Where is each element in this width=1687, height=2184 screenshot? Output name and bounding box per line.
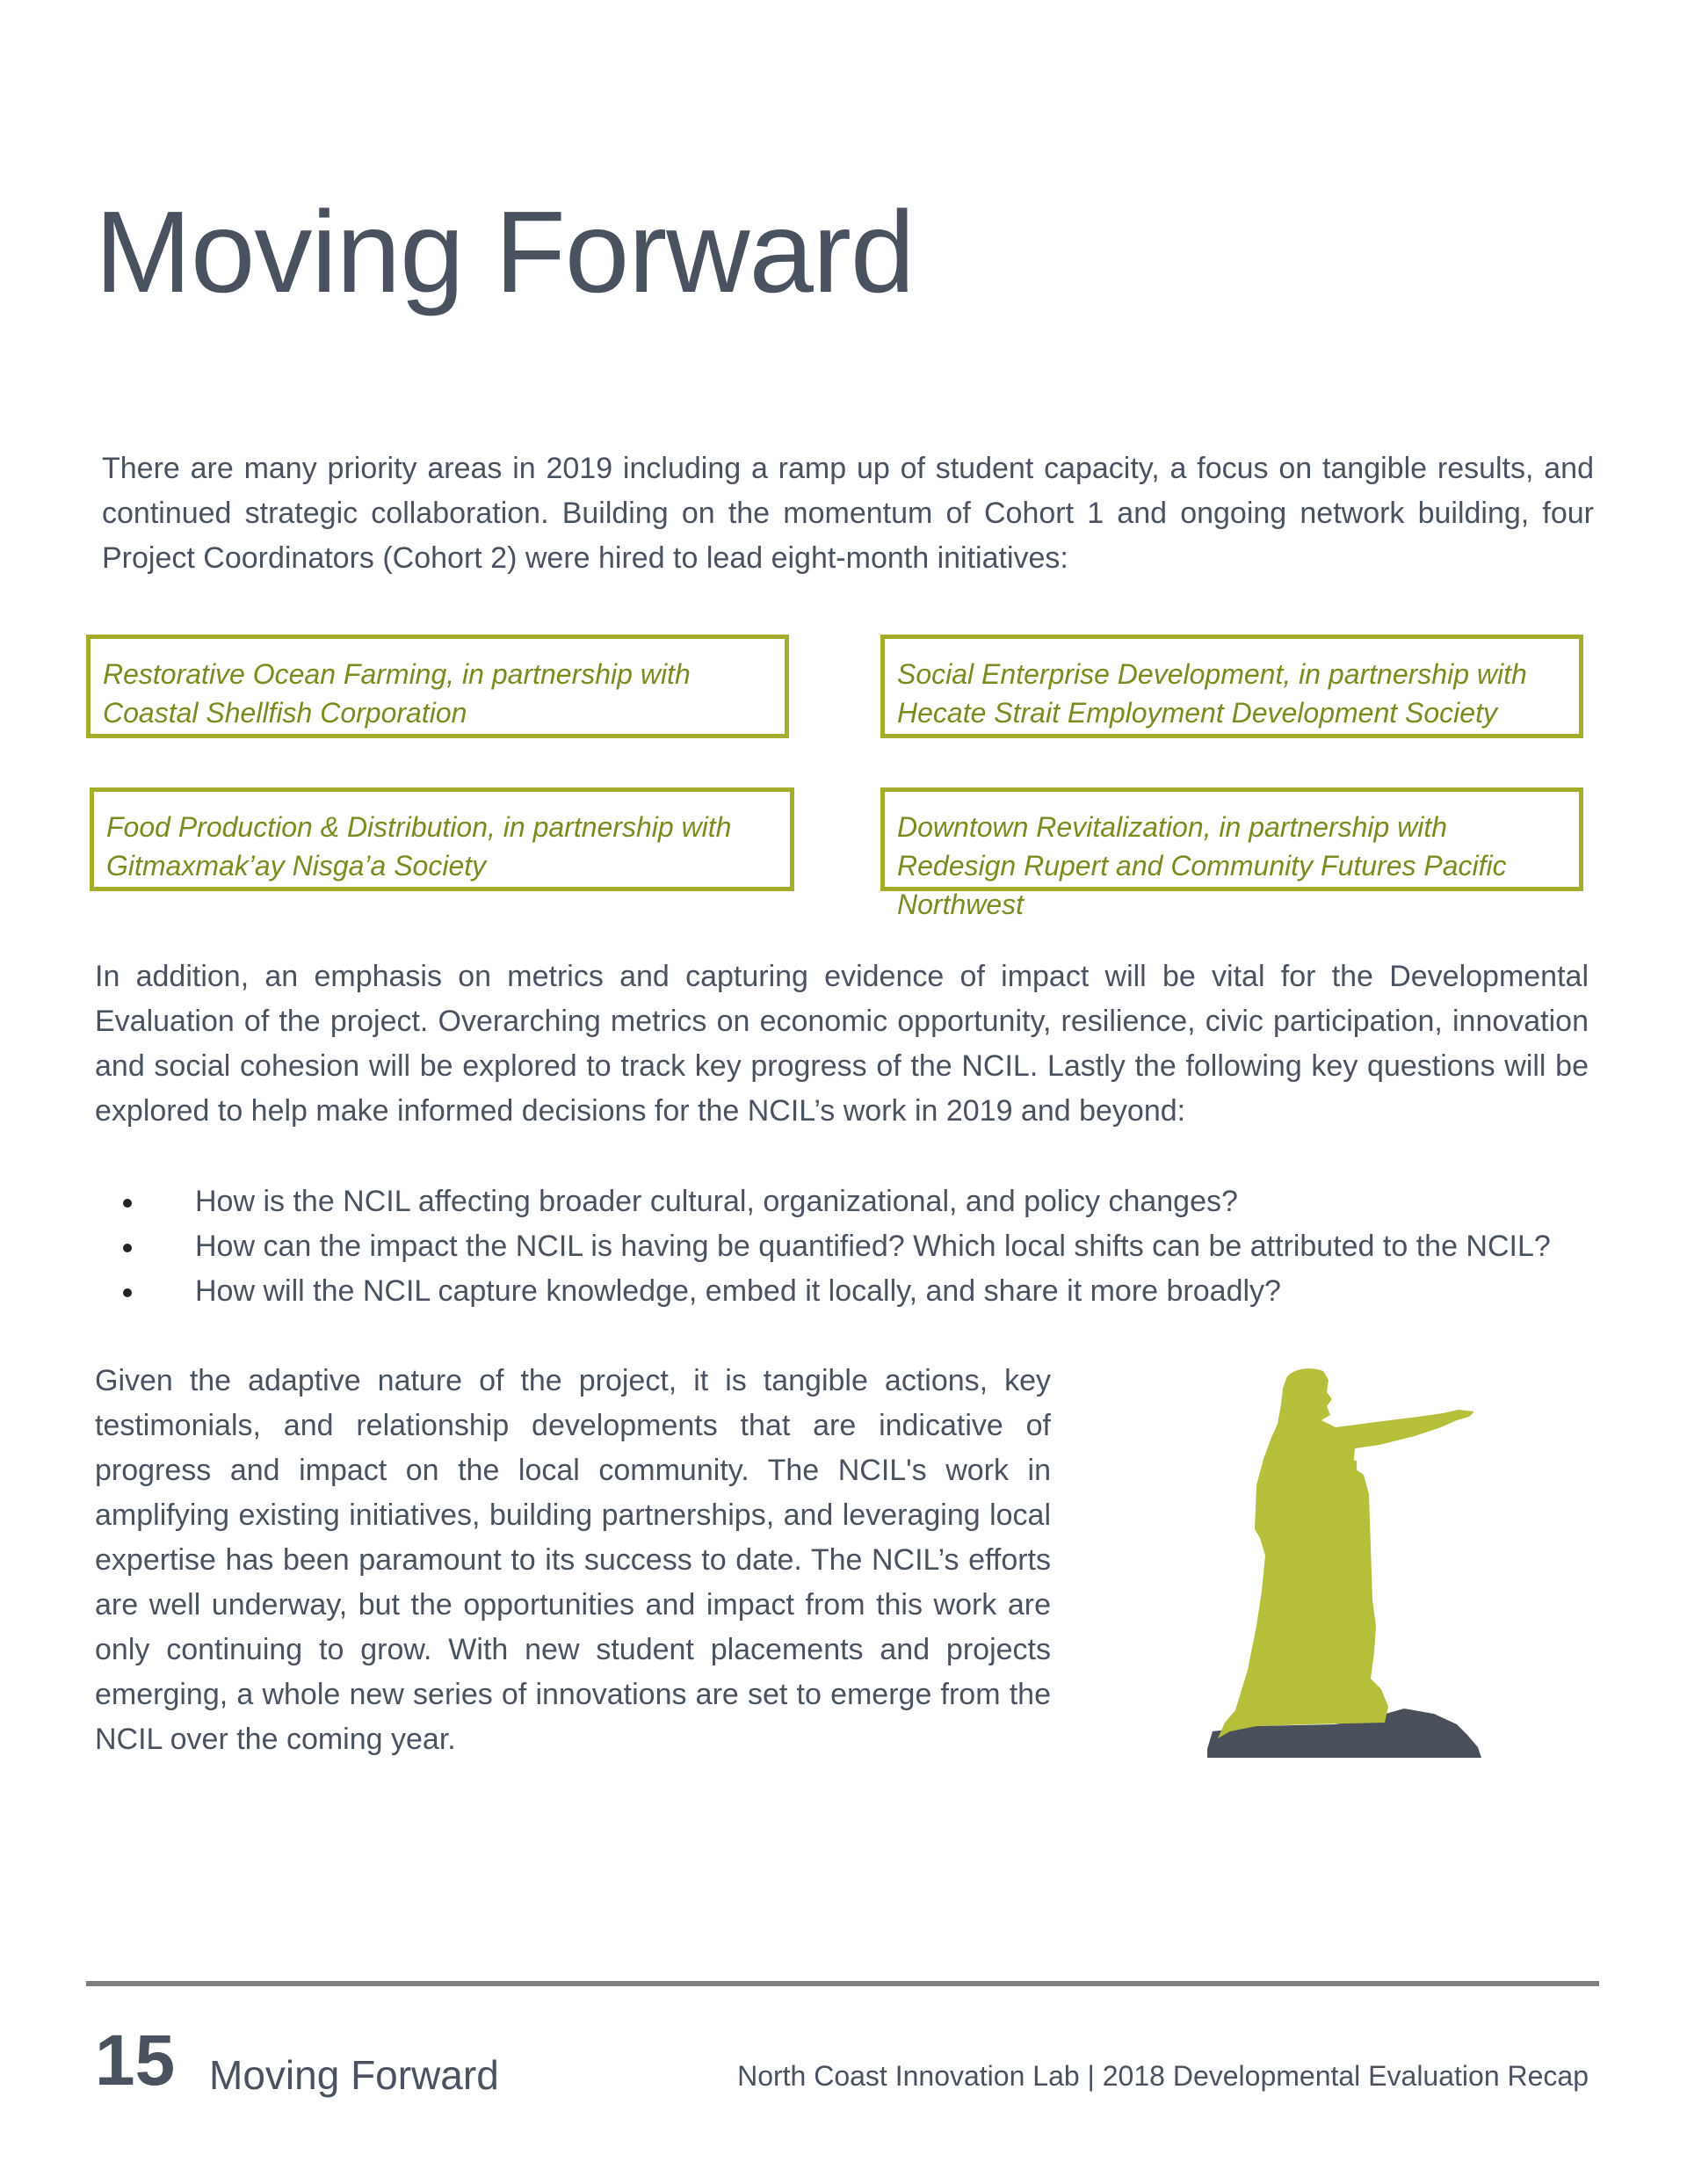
bullet-icon — [123, 1288, 132, 1297]
list-item — [95, 1224, 1589, 1269]
question-text: How will the NCIL capture knowledge, embed it locally, and share it more broadly? — [195, 1274, 1281, 1308]
question-text: How can the impact the NCIL is having be quantified? Which local shifts can be attributed to the NCIL? — [195, 1230, 1551, 1263]
page-number: 15 — [95, 2021, 176, 2101]
list-item — [95, 1269, 1589, 1314]
footer-divider — [86, 1981, 1599, 1986]
metrics-paragraph: In addition, an emphasis on metrics and capturing evidence of impact will be vital for the Developmental Evaluation of the project. Overarching metrics on economic opportunity, resilience, civic participation, innovation and social cohesion will be explored to track key progress of the NCIL. Lastly the following key questions will be explored to help make informed decisions for the NCIL’s work in 2019 and beyond: — [95, 960, 1589, 1128]
footer-section-title: Moving Forward — [209, 2052, 499, 2098]
initiative-box-downtown-revitalization: Downtown Revitalization, in partnership with Redesign Rupert and Community Futures Pacific Northwest — [880, 787, 1583, 891]
intro-paragraph: There are many priority areas in 2019 including a ramp up of student capacity, a focus on tangible results, and continued strategic collaboration. Building on the momentum of Cohort 1 and ongoing network building, four Project Coordinators (Cohort 2) were hired to lead eight-month initiatives: — [102, 452, 1594, 575]
initiative-box-ocean-farming: Restorative Ocean Farming, in partnership with Coastal Shellfish Corporation — [86, 635, 789, 738]
list-item — [95, 1179, 1589, 1224]
bullet-icon — [123, 1244, 132, 1252]
pointing-statue-icon — [1204, 1362, 1485, 1758]
footer-document-title: North Coast Innovation Lab | 2018 Developmental Evaluation Recap — [737, 2060, 1589, 2092]
initiative-box-food-production: Food Production & Distribution, in partnership with Gitmaxmak’ay Nisga’a Society — [90, 787, 794, 891]
bullet-icon — [123, 1199, 132, 1208]
page-title: Moving Forward — [95, 187, 915, 316]
key-questions-list — [95, 1179, 1589, 1314]
closing-paragraph: Given the adaptive nature of the project, it is tangible actions, key testimonials, and relationship developments that are indicative of progress and impact on the local community. The NCIL's work in amplifying existing initiatives, building partnerships, and leveraging local expertise has been paramount to its success to date. The NCIL’s efforts are well underway, but the opportunities and impact from this work are only continuing to grow. With new student placements and projects emerging, a whole new series of innovations are set to emerge from the NCIL over the coming year. — [95, 1364, 1051, 1756]
statue-figure-shape — [1218, 1368, 1474, 1738]
question-text: How is the NCIL affecting broader cultural, organizational, and policy changes? — [195, 1185, 1238, 1218]
initiative-box-social-enterprise: Social Enterprise Development, in partnership with Hecate Strait Employment Development Society — [880, 635, 1583, 738]
